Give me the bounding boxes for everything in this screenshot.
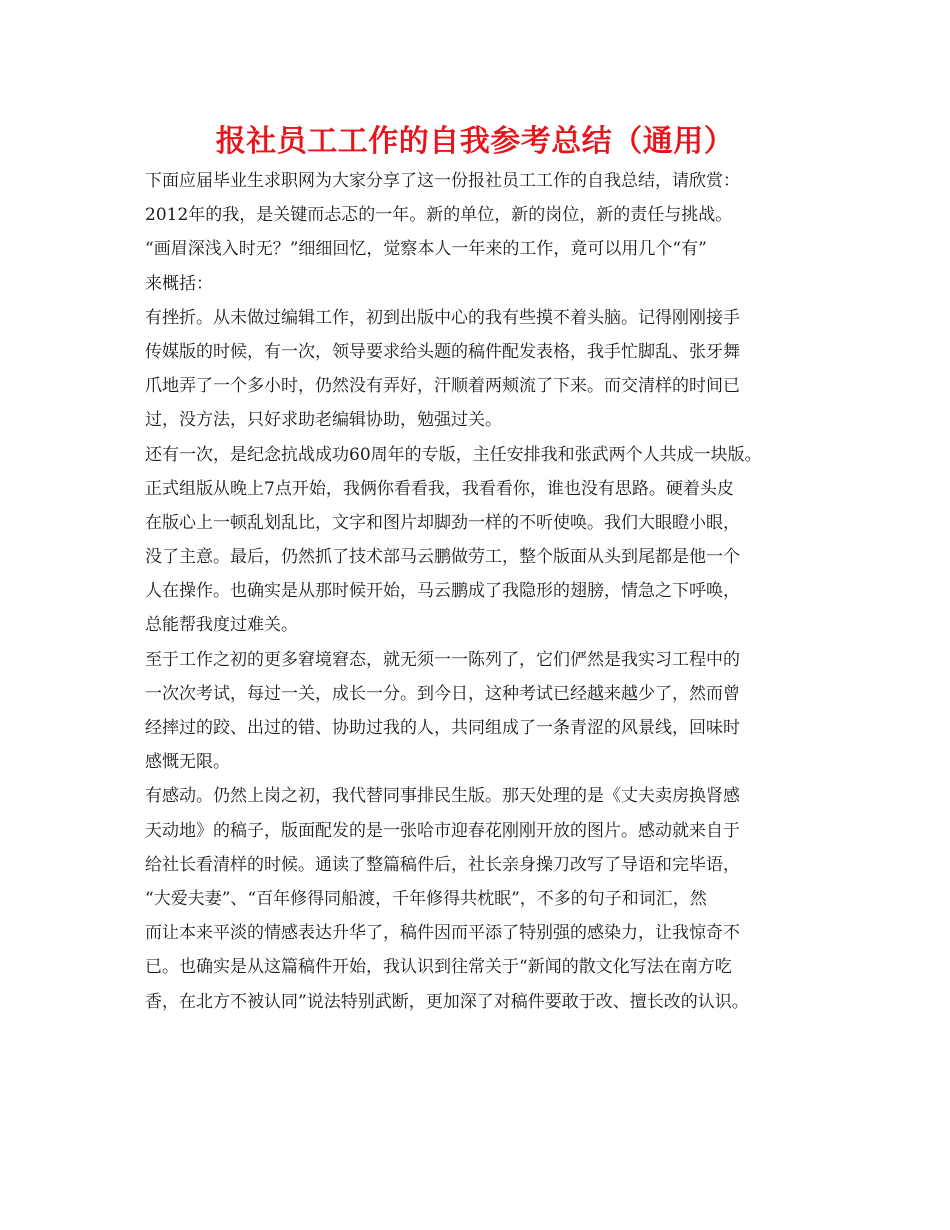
body-line: “画眉深浅入时无？”细细回忆，觉察本人一年来的工作，竟可以用几个“有” (145, 239, 707, 260)
body-line: 人在操作。也确实是从那时候开始，马云鹏成了我隐形的翅膀，情急之下呼唤， (145, 581, 740, 602)
body-line: “大爱夫妻”、“百年修得同船渡，千年修得共枕眠”，不多的句子和词汇，然 (145, 888, 707, 909)
body-line: 而让本来平淡的情感表达升华了，稿件因而平添了特别强的感染力，让我惊奇不 (145, 923, 740, 944)
body-line: 正式组版从晚上7点开始，我俩你看看我，我看看你，谁也没有思路。硬着头皮 (145, 478, 734, 499)
body-line: 给社长看清样的时候。通读了整篇稿件后，社长亲身操刀改写了导语和完毕语， (145, 854, 740, 875)
document-body (145, 164, 825, 1019)
body-line: 至于工作之初的更多窘境窘态，就无须一一陈列了，它们俨然是我实习工程中的 (145, 649, 740, 670)
body-line: 有挫折。从未做过编辑工作，初到出版中心的我有些摸不着头脑。记得刚刚接手 (145, 307, 740, 328)
body-line: 天动地》的稿子，版面配发的是一张哈市迎春花刚刚开放的图片。感动就来自于 (145, 820, 740, 841)
body-line: 传媒版的时候，有一次，领导要求给头题的稿件配发表格，我手忙脚乱、张牙舞 (145, 341, 740, 362)
body-line: 过，没方法，只好求助老编辑协助，勉强过关。 (145, 410, 502, 431)
body-line: 来概括： (145, 273, 213, 294)
body-line: 2012年的我，是关键而忐忑的一年。新的单位，新的岗位，新的责任与挑战。 (145, 205, 733, 226)
document-title: 报社员工工作的自我参考总结（通用） (215, 124, 735, 159)
body-line: 已。也确实是从这篇稿件开始，我认识到往常关于“新闻的散文化写法在南方吃 (145, 957, 732, 978)
body-line: 一次次考试，每过一关，成长一分。到今日，这种考试已经越来越少了，然而曾 (145, 683, 740, 704)
body-line: 香，在北方不被认同”说法特别武断，更加深了对稿件要敢于改、擅长改的认识。 (145, 991, 749, 1012)
body-line: 经摔过的跤、出过的错、协助过我的人，共同组成了一条青涩的风景线，回味时 (145, 718, 740, 738)
body-line: 爪地弄了一个多小时，仍然没有弄好，汗顺着两颊流了下来。而交清样的时间已 (145, 376, 740, 397)
body-line: 感慨无限。 (145, 752, 230, 773)
body-line: 有感动。仍然上岗之初，我代替同事排民生版。那天处理的是《丈夫卖房换肾感 (145, 786, 740, 807)
body-line: 在版心上一顿乱划乱比，文字和图片却脚劲一样的不听使唤。我们大眼瞪小眼， (145, 512, 740, 533)
body-line: 没了主意。最后，仍然抓了技术部马云鹏做劳工，整个版面从头到尾都是他一个 (145, 547, 740, 568)
body-line: 下面应届毕业生求职网为大家分享了这一份报社员工工作的自我总结，请欣赏： (145, 171, 740, 191)
body-line: 总能帮我度过难关。 (145, 615, 298, 636)
body-line: 还有一次，是纪念抗战成功60周年的专版，主任安排我和张武两个人共成一块版。 (145, 444, 762, 465)
